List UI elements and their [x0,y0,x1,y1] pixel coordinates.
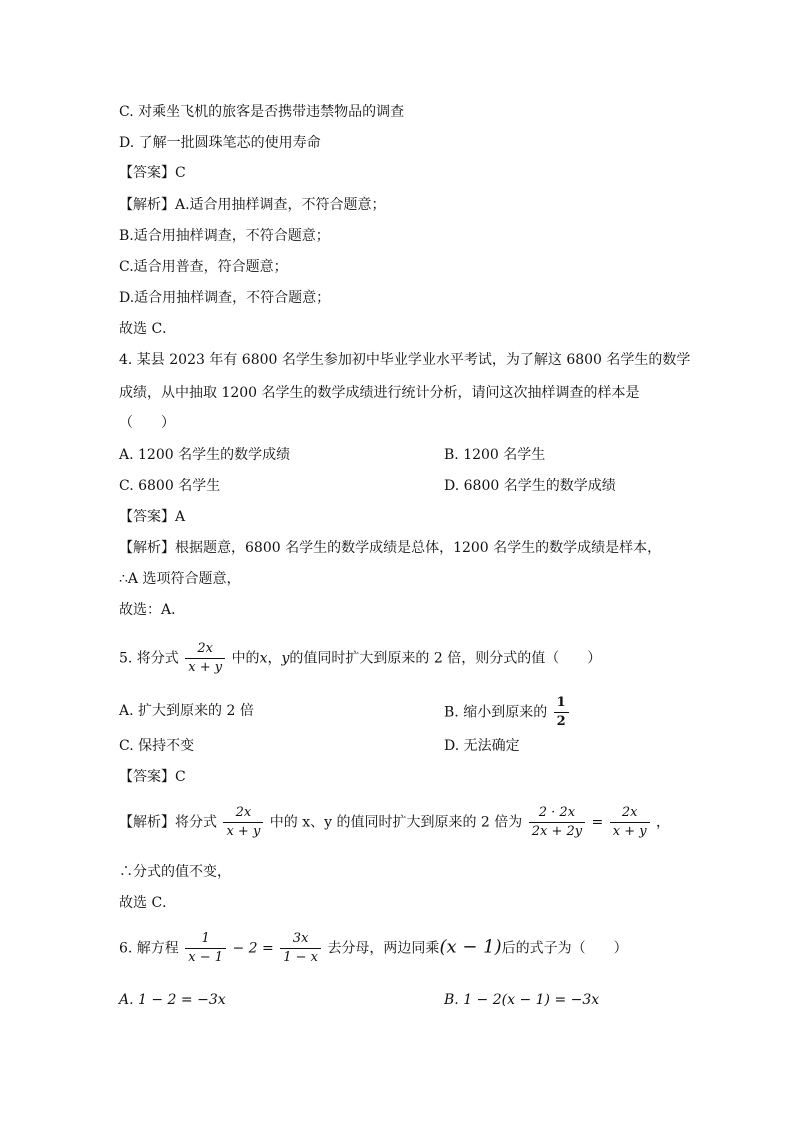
q4-stem-line2: 成绩，从中抽取 1200 名学生的数学成绩进行统计分析，请问这次抽样调查的样本是 [119,385,640,401]
q5-var-x: x [259,650,268,667]
q5-option-d: D. 无法确定 [444,738,520,754]
q5-option-b-denominator: 2 [556,714,566,729]
q5-fraction-numerator: 2x [185,640,225,659]
q3-explanation-a: 【解析】A.适合用抽样调查，不符合题意； [119,197,386,213]
q5-exp-end: ， [656,814,671,831]
q4-answer: 【答案】A [119,509,186,525]
q4-option-a: A. 1200 名学生的数学成绩 [119,447,291,463]
q6-fraction-1-numerator: 1 [185,930,226,949]
q5-option-b-fraction [554,694,569,731]
q4-option-c: C. 6800 名学生 [119,478,221,494]
q5-exp-equals: = [591,814,604,831]
q5-exp-fraction-1-numerator: 2x [223,804,263,823]
q5-comma: ， [267,650,282,667]
q5-answer: 【答案】C [119,769,186,785]
q5-exp-fraction-2-denominator: 2x + 2y [531,824,583,839]
q5-conclusion: ∴分式的值不变， [119,864,231,880]
q5-option-a: A. 扩大到原来的 2 倍 [119,703,254,719]
q6-minus-two-equals: − 2 = [232,940,274,957]
q4-blank-paren: （ ） [119,415,175,431]
q6-fraction-2-numerator: 3x [280,930,321,949]
q4-option-b: B. 1200 名学生 [444,447,546,463]
q4-choice: 故选：A． [119,602,186,618]
q5-explanation-mid: 中的 x、y 的值同时扩大到原来的 2 倍为 [269,814,523,831]
q6-factor: (x − 1) [439,936,502,958]
q3-option-c: C. 对乘坐飞机的旅客是否携带违禁物品的调查 [119,104,405,120]
q6-fraction-1-denominator: x − 1 [188,950,224,965]
q3-choice: 故选 C． [119,321,177,337]
q6-stem-suffix: 后的式子为（ ） [501,940,628,957]
q5-explanation-prefix: 【解析】将分式 [119,814,217,831]
q5-option-b [444,694,571,731]
q5-stem [119,640,601,677]
q5-fraction [185,640,225,677]
q5-exp-fraction-2-numerator: 2 · 2x [529,804,585,823]
q4-conclusion: ∴A 选项符合题意， [119,571,241,587]
q6-stem-mid: 去分母，两边同乘 [327,940,440,957]
q6-option-a: A. 1 − 2 = −3x [119,992,226,1008]
q5-var-y: y [281,650,290,667]
q5-option-b-text: B. 缩小到原来的 [444,704,548,721]
q5-explanation [119,804,670,841]
q5-option-b-numerator: 1 [554,694,569,713]
q5-stem-suffix: 的值同时扩大到原来的 2 倍，则分式的值（ ） [289,650,602,667]
q3-option-d: D. 了解一批圆珠笔芯的使用寿命 [119,135,321,151]
q4-option-d: D. 6800 名学生的数学成绩 [444,478,616,494]
q6-stem [119,930,628,967]
q5-stem-prefix: 5. 将分式 [119,650,179,667]
q4-stem-line1: 4. 某县 2023 年有 6800 名学生参加初中毕业学业水平考试，为了解这 6800 名学生的数学 [119,352,691,368]
q5-option-c: C. 保持不变 [119,738,195,754]
q3-explanation-c: C.适合用普查，符合题意； [119,259,288,275]
q6-fraction-1 [185,930,226,967]
q4-explanation: 【解析】根据题意，6800 名学生的数学成绩是总体，1200 名学生的数学成绩是样本， [119,540,662,556]
q3-explanation-d: D.适合用抽样调查，不符合题意； [119,290,331,306]
q5-exp-fraction-3-denominator: x + y [612,824,647,839]
q5-exp-fraction-3 [610,804,650,841]
q3-answer: 【答案】C [119,165,186,181]
q5-exp-fraction-1 [223,804,263,841]
q5-stem-mid: 中的 [231,650,260,667]
q5-fraction-denominator: x + y [188,660,223,675]
q6-stem-prefix: 6. 解方程 [119,940,179,957]
q5-exp-fraction-2 [529,804,585,841]
q5-choice: 故选 C． [119,895,177,911]
q6-fraction-2 [280,930,321,967]
q6-fraction-2-denominator: 1 − x [283,950,318,965]
q5-exp-fraction-3-numerator: 2x [610,804,650,823]
q6-option-b: B. 1 − 2(x − 1) = −3x [444,992,600,1008]
q3-explanation-b: B.适合用抽样调查，不符合题意； [119,228,330,244]
q5-exp-fraction-1-denominator: x + y [226,824,261,839]
